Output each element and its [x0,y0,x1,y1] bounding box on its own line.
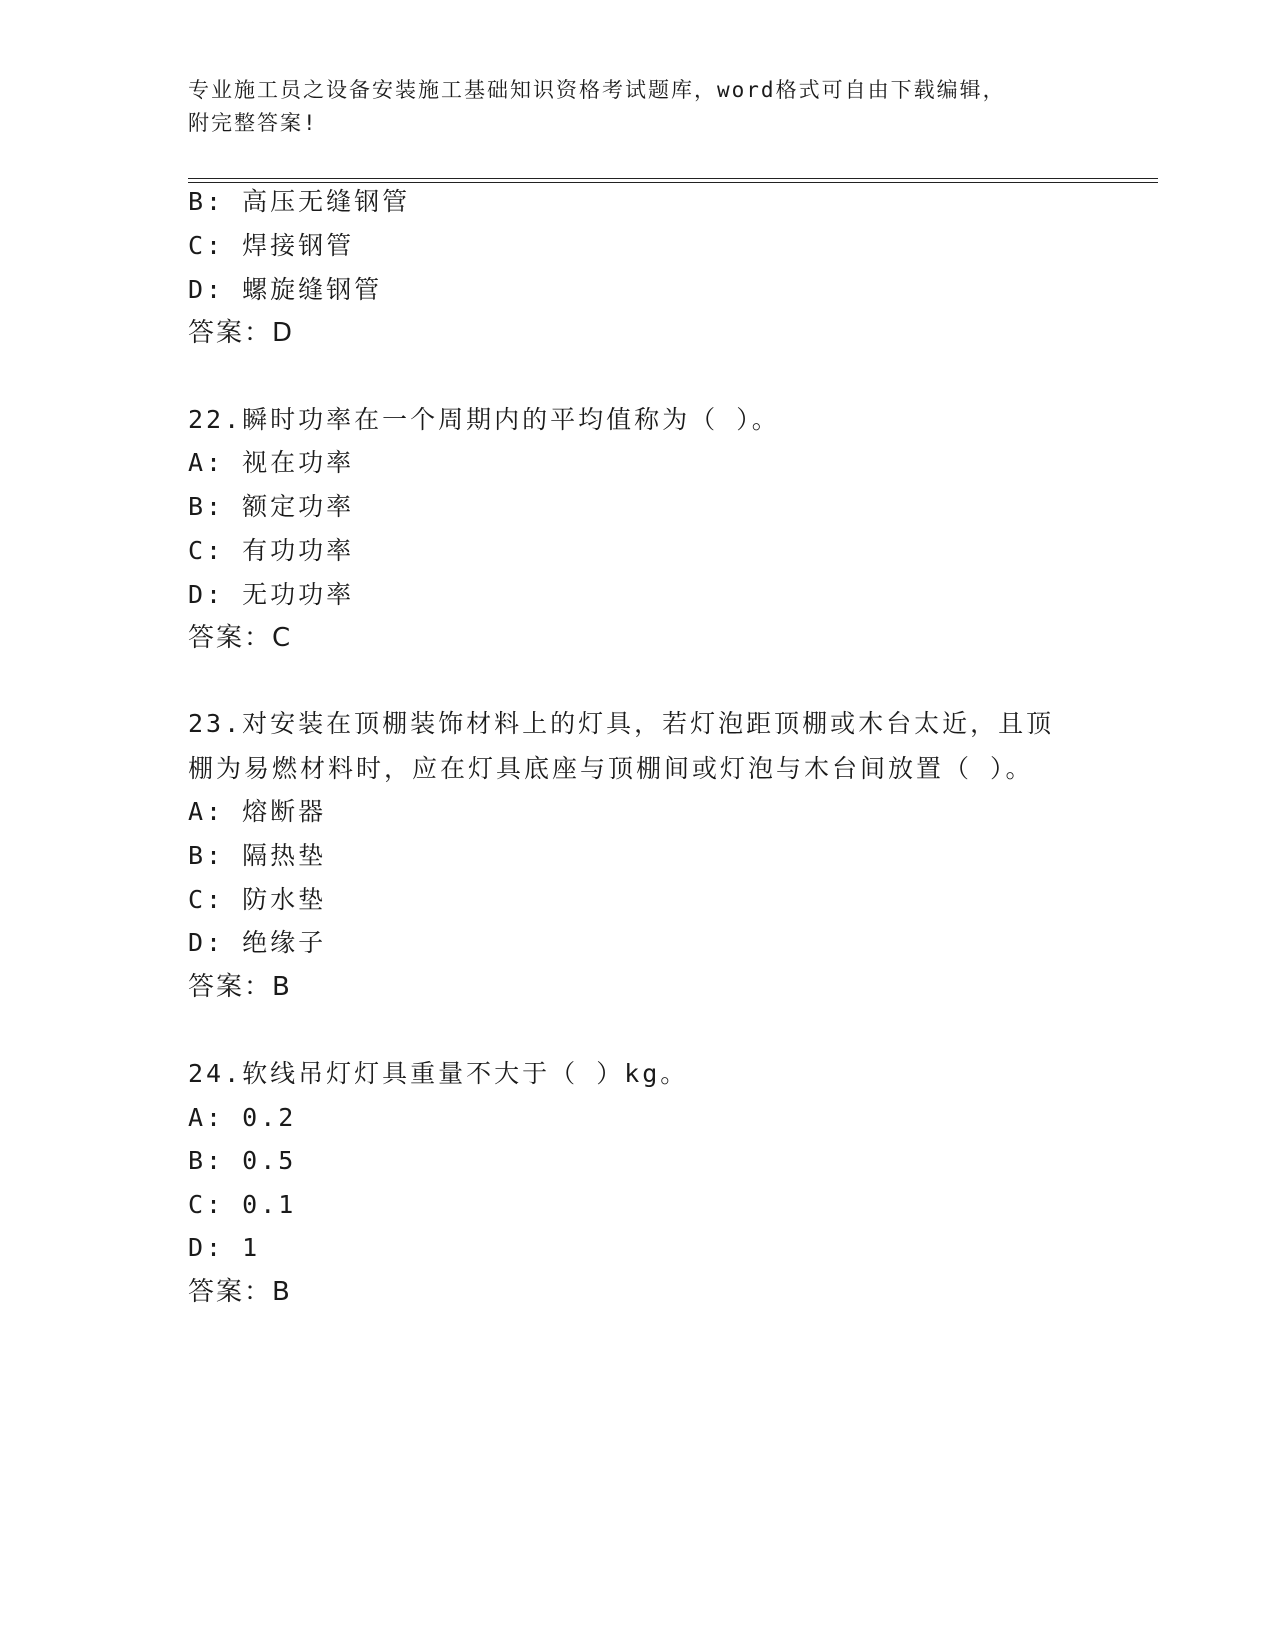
q24-option-b: B: 0.5 [188,1146,297,1175]
q22-option-b: B: 额定功率 [188,492,355,521]
q22-stem: 22.瞬时功率在一个周期内的平均值称为（ ）。 [188,405,780,434]
document-header [188,74,1088,140]
header-divider [188,178,1158,183]
q23-option-a: A: 熔断器 [188,797,327,826]
q21-option-c: C: 焊接钢管 [188,231,355,260]
q21-option-d: D: 螺旋缝钢管 [188,275,383,304]
q21-answer: 答案：D [188,318,295,348]
q24-option-d: D: 1 [188,1233,261,1262]
q24-option-c: C: 0.1 [188,1190,297,1219]
q24-stem: 24.软线吊灯灯具重量不大于（ ）kg。 [188,1059,689,1088]
q22-option-c: C: 有功功率 [188,536,355,565]
q24-answer: 答案：B [188,1277,292,1307]
q22-answer: 答案：C [188,623,293,653]
q22-option-a: A: 视在功率 [188,448,355,477]
header-line-1: 专业施工员之设备安装施工基础知识资格考试题库，word格式可自由下载编辑， [188,78,1006,102]
q24-option-a: A: 0.2 [188,1103,297,1132]
q23-stem-line-1: 23.对安装在顶棚装饰材料上的灯具，若灯泡距顶棚或木台太近，且顶 [188,709,1055,738]
q23-option-c: C: 防水垫 [188,885,327,914]
q21-option-b: B: 高压无缝钢管 [188,187,411,216]
q23-answer: 答案：B [188,972,292,1002]
q23-option-b: B: 隔热垫 [188,841,327,870]
q23-option-d: D: 绝缘子 [188,928,327,957]
q23-stem-line-2: 棚为易燃材料时，应在灯具底座与顶棚间或灯泡与木台间放置（ ）。 [188,754,1034,783]
q22-option-d: D: 无功功率 [188,580,355,609]
header-line-2: 附完整答案! [188,111,318,135]
